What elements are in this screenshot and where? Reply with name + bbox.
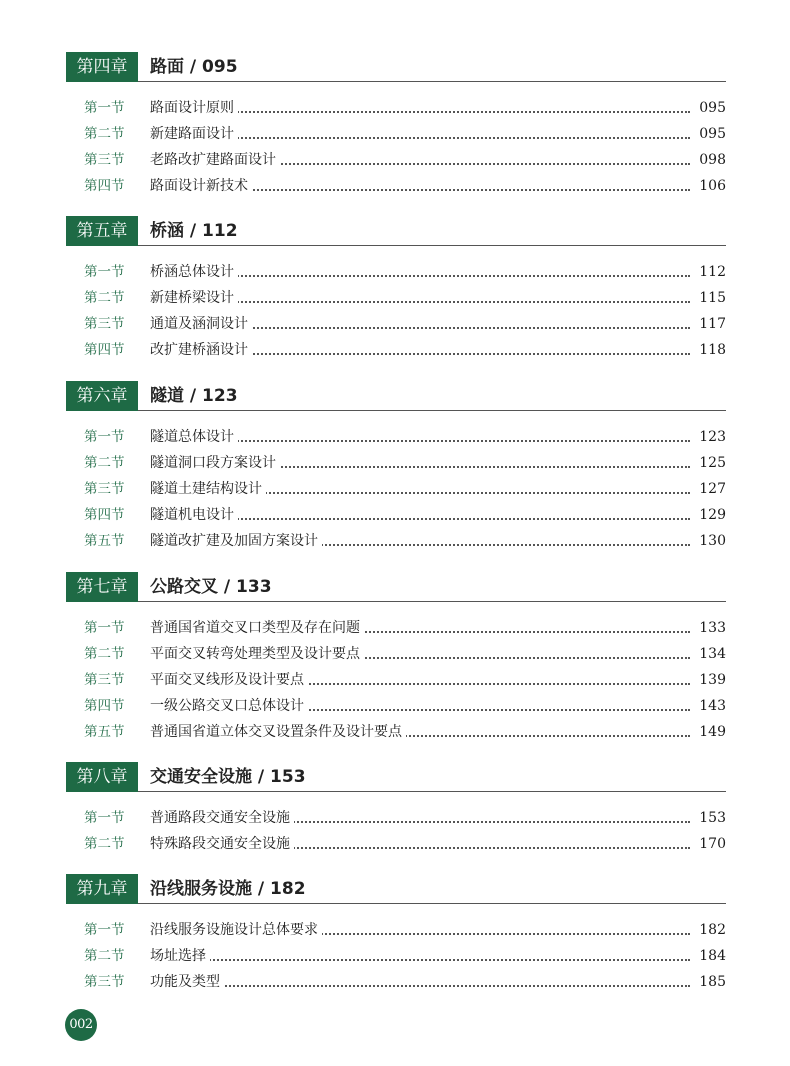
section-number: 第一节: [84, 810, 125, 826]
toc-entry[interactable]: [66, 641, 726, 667]
page-number: 125: [695, 450, 726, 476]
section-title: 隧道机电设计: [150, 502, 238, 528]
chapter-rule: [138, 601, 726, 602]
section-title: 隧道总体设计: [150, 424, 238, 450]
section-title: 路面设计原则: [150, 95, 238, 121]
toc-entry[interactable]: [66, 831, 726, 857]
section-title: 老路改扩建路面设计: [150, 147, 280, 173]
section-number: 第一节: [84, 620, 125, 636]
section-list: [66, 805, 726, 857]
chapter-rule: [138, 245, 726, 246]
section-number: 第五节: [84, 724, 125, 740]
page-number: 112: [695, 259, 726, 285]
section-number: 第三节: [84, 672, 125, 688]
section-title: 功能及类型: [150, 969, 224, 995]
page-number: 143: [695, 693, 726, 719]
toc-entry[interactable]: [66, 943, 726, 969]
section-number: 第一节: [84, 922, 125, 938]
toc-entry[interactable]: [66, 667, 726, 693]
chapter-9: [66, 874, 726, 995]
toc-entry[interactable]: [66, 719, 726, 745]
chapter-badge: 第五章: [66, 216, 138, 246]
chapter-title: 沿线服务设施 / 182: [150, 879, 306, 899]
toc-entry[interactable]: [66, 969, 726, 995]
page-number: 130: [695, 528, 726, 554]
section-list: [66, 259, 726, 363]
toc-entry[interactable]: [66, 528, 726, 554]
chapter-6: [66, 381, 726, 554]
page-number: 123: [695, 424, 726, 450]
section-title: 特殊路段交通安全设施: [150, 831, 294, 857]
toc-entry[interactable]: [66, 147, 726, 173]
chapter-rule: [138, 903, 726, 904]
toc-entry[interactable]: [66, 424, 726, 450]
page-number: 170: [695, 831, 726, 857]
page-number: 129: [695, 502, 726, 528]
section-title: 路面设计新技术: [150, 173, 252, 199]
page-folio-badge: 002: [65, 1009, 97, 1041]
page-number: 115: [695, 285, 726, 311]
chapter-title: 公路交叉 / 133: [150, 577, 272, 597]
page-number: 134: [695, 641, 726, 667]
chapter-5: [66, 216, 726, 363]
page-number: 185: [695, 969, 726, 995]
toc-entry[interactable]: [66, 337, 726, 363]
section-number: 第三节: [84, 481, 125, 497]
section-number: 第三节: [84, 316, 125, 332]
section-title: 新建路面设计: [150, 121, 238, 147]
toc-entry[interactable]: [66, 476, 726, 502]
section-title: 平面交叉转弯处理类型及设计要点: [150, 641, 364, 667]
chapter-badge: 第四章: [66, 52, 138, 82]
toc-entry[interactable]: [66, 121, 726, 147]
section-title: 普通国省道立体交叉设置条件及设计要点: [150, 719, 406, 745]
section-number: 第四节: [84, 507, 125, 523]
section-title: 隧道土建结构设计: [150, 476, 266, 502]
section-title: 隧道洞口段方案设计: [150, 450, 280, 476]
chapter-7: [66, 572, 726, 745]
section-title: 普通路段交通安全设施: [150, 805, 294, 831]
section-number: 第二节: [84, 290, 125, 306]
chapter-heading: [66, 762, 726, 792]
section-number: 第三节: [84, 974, 125, 990]
chapter-badge: 第六章: [66, 381, 138, 411]
page-number: 095: [695, 95, 726, 121]
section-number: 第四节: [84, 698, 125, 714]
section-title: 平面交叉线形及设计要点: [150, 667, 308, 693]
section-number: 第一节: [84, 100, 125, 116]
toc-entry[interactable]: [66, 805, 726, 831]
section-number: 第二节: [84, 948, 125, 964]
section-title: 一级公路交叉口总体设计: [150, 693, 308, 719]
page-number: 127: [695, 476, 726, 502]
section-number: 第三节: [84, 152, 125, 168]
chapter-title: 路面 / 095: [150, 57, 238, 77]
section-list: [66, 615, 726, 745]
chapter-badge: 第九章: [66, 874, 138, 904]
page-number: 133: [695, 615, 726, 641]
section-title: 场址选择: [150, 943, 210, 969]
toc-entry[interactable]: [66, 311, 726, 337]
section-title: 普通国省道交叉口类型及存在问题: [150, 615, 364, 641]
page-number: 149: [695, 719, 726, 745]
chapter-rule: [138, 81, 726, 82]
section-list: [66, 917, 726, 995]
section-title: 改扩建桥涵设计: [150, 337, 252, 363]
section-title: 隧道改扩建及加固方案设计: [150, 528, 322, 554]
chapter-heading: [66, 572, 726, 602]
chapter-title: 隧道 / 123: [150, 386, 238, 406]
section-number: 第一节: [84, 264, 125, 280]
section-list: [66, 424, 726, 554]
toc-entry[interactable]: [66, 615, 726, 641]
section-number: 第二节: [84, 455, 125, 471]
section-title: 新建桥梁设计: [150, 285, 238, 311]
toc-entry[interactable]: [66, 95, 726, 121]
chapter-heading: [66, 216, 726, 246]
page-number: 184: [695, 943, 726, 969]
section-list: [66, 95, 726, 199]
page-number: 095: [695, 121, 726, 147]
section-number: 第二节: [84, 646, 125, 662]
dot-leader: [150, 985, 690, 987]
page-number: 118: [695, 337, 726, 363]
toc-entry[interactable]: [66, 450, 726, 476]
chapter-rule: [138, 791, 726, 792]
section-title: 通道及涵洞设计: [150, 311, 252, 337]
chapter-heading: [66, 52, 726, 82]
section-title: 桥涵总体设计: [150, 259, 238, 285]
page-number: 153: [695, 805, 726, 831]
chapter-4: [66, 52, 726, 199]
page-number: 106: [695, 173, 726, 199]
chapter-8: [66, 762, 726, 857]
section-number: 第二节: [84, 126, 125, 142]
toc-entry[interactable]: [66, 693, 726, 719]
toc-entry[interactable]: [66, 285, 726, 311]
toc-entry[interactable]: [66, 173, 726, 199]
chapter-rule: [138, 410, 726, 411]
section-number: 第四节: [84, 342, 125, 358]
chapter-badge: 第七章: [66, 572, 138, 602]
toc-entry[interactable]: [66, 259, 726, 285]
section-title: 沿线服务设施设计总体要求: [150, 917, 322, 943]
section-number: 第五节: [84, 533, 125, 549]
chapter-title: 交通安全设施 / 153: [150, 767, 306, 787]
section-number: 第二节: [84, 836, 125, 852]
page-number: 117: [695, 311, 726, 337]
chapter-heading: [66, 874, 726, 904]
chapter-heading: [66, 381, 726, 411]
dot-leader: [150, 959, 690, 961]
chapter-badge: 第八章: [66, 762, 138, 792]
section-number: 第一节: [84, 429, 125, 445]
page-number: 182: [695, 917, 726, 943]
page-number: 139: [695, 667, 726, 693]
section-number: 第四节: [84, 178, 125, 194]
toc-entry[interactable]: [66, 917, 726, 943]
toc-entry[interactable]: [66, 502, 726, 528]
page-number: 098: [695, 147, 726, 173]
chapter-title: 桥涵 / 112: [150, 221, 238, 241]
